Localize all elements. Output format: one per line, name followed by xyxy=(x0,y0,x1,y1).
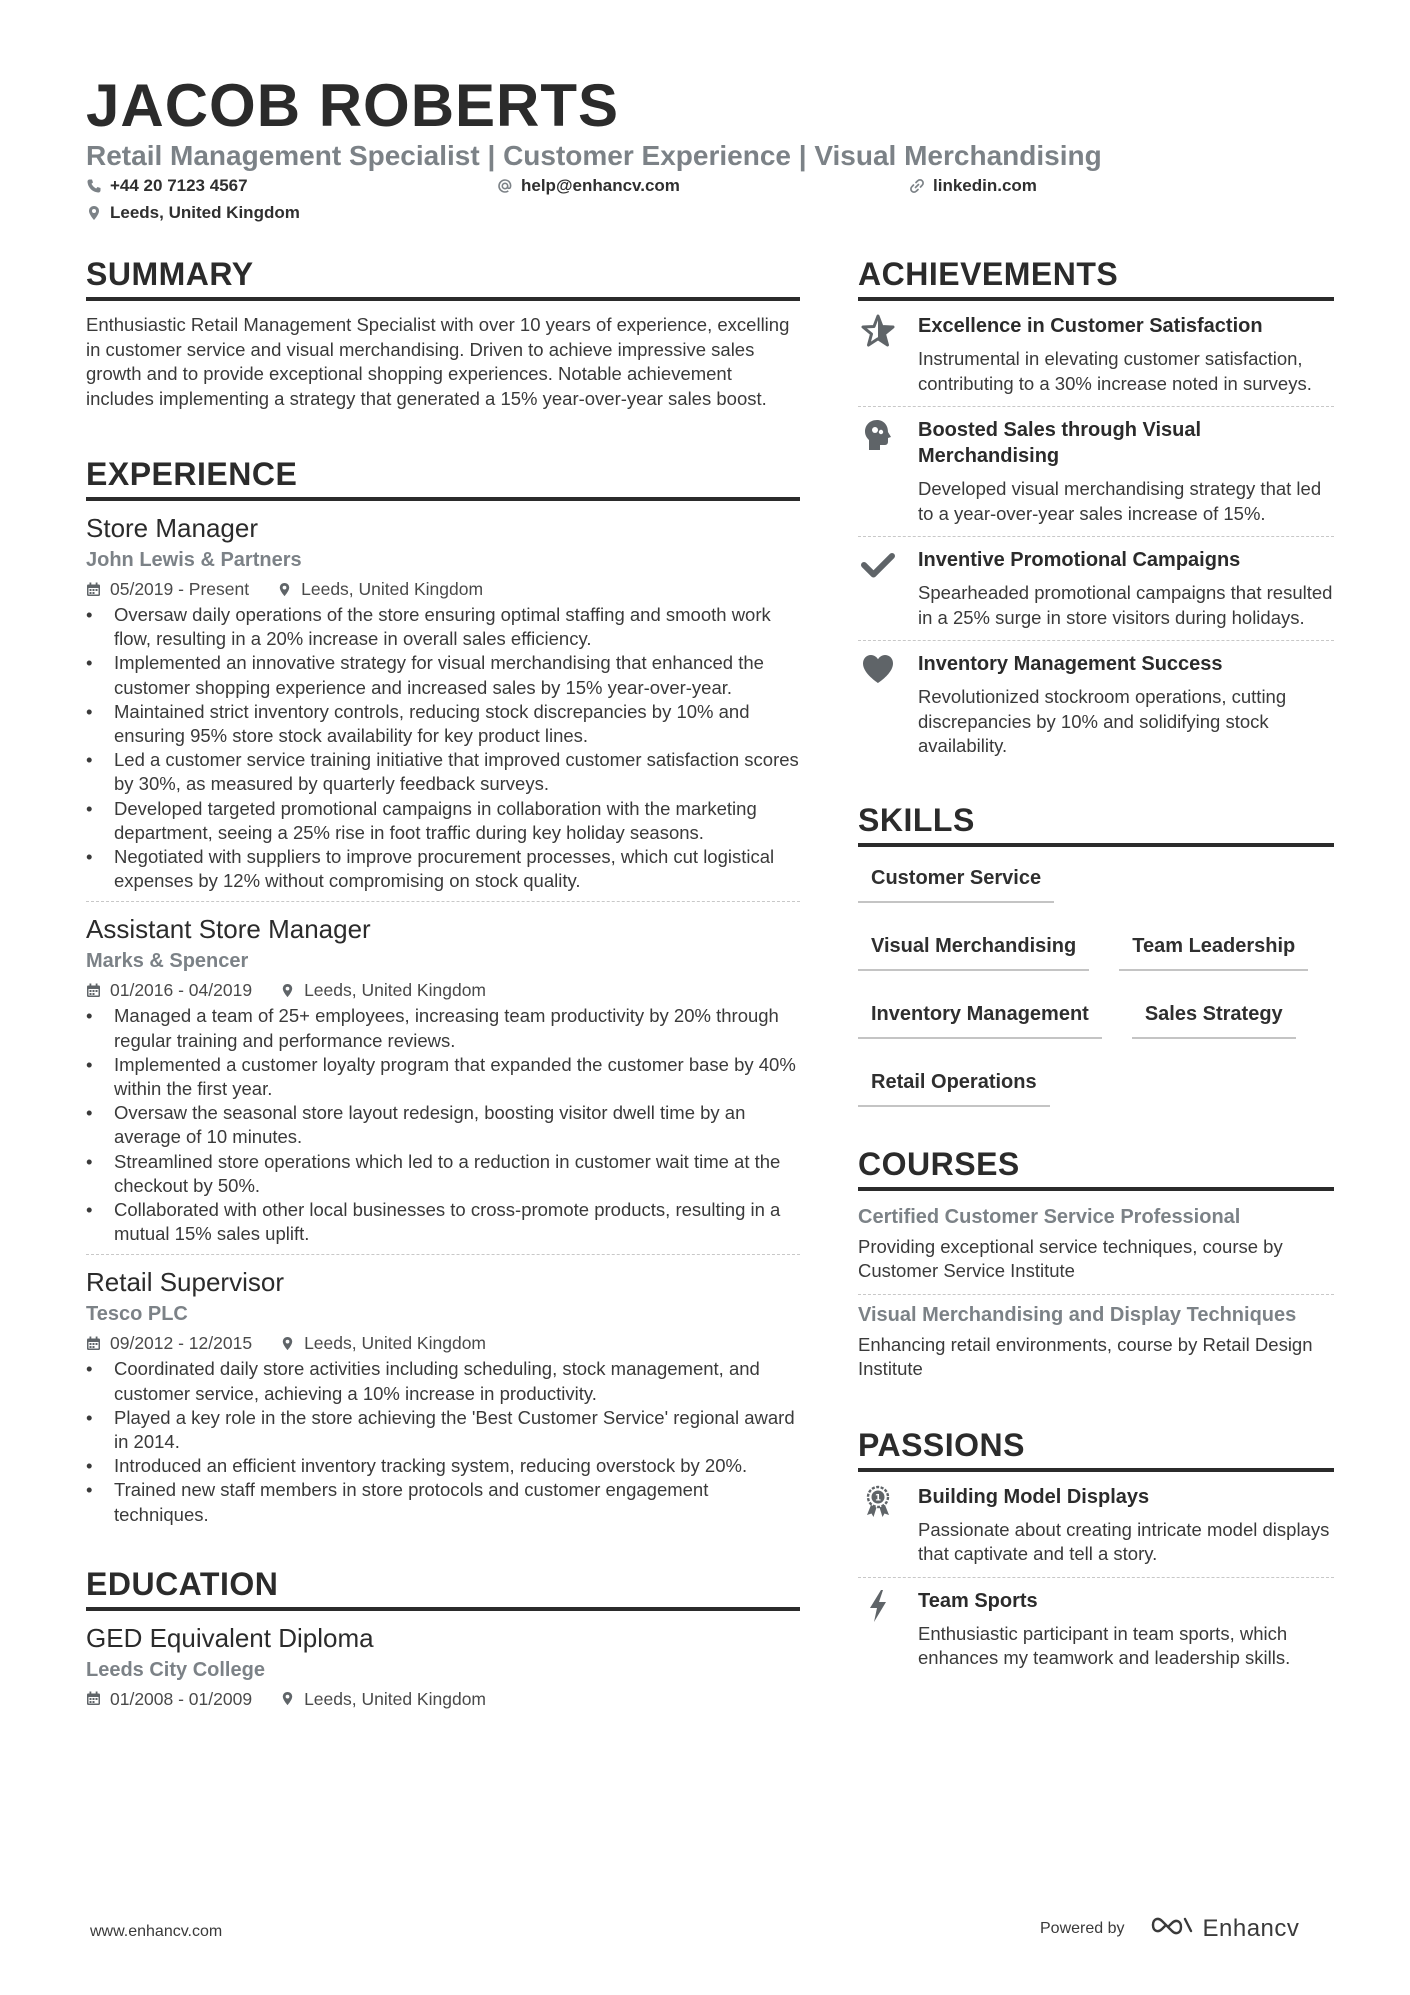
bullet-item: • Negotiated with suppliers to improve procurement processes, which cut logistical expenses by 12% without compromising on stock quality. xyxy=(86,845,800,893)
course-title: Visual Merchandising and Display Techniques xyxy=(858,1303,1297,1326)
bullet-item: • Collaborated with other local businesses to cross-promote products, resulting in a mutual 15% sales uplift. xyxy=(86,1198,800,1246)
education-location: Leeds, United Kingdom xyxy=(304,1688,486,1709)
at-icon xyxy=(497,178,513,194)
contact-email[interactable] xyxy=(497,175,680,197)
achievement-desc: Spearheaded promotional campaigns that resulted in a 25% surge in store visitors during holidays. xyxy=(918,582,1333,628)
achievement-title: Inventory Management Success xyxy=(918,653,1223,675)
skill-tag: Inventory Management xyxy=(858,1001,1102,1039)
job-entry xyxy=(86,511,800,902)
job-dates: 01/2016 - 04/2019 xyxy=(110,980,253,1001)
bullet-item: • Led a customer service training initiative that improved customer satisfaction scores by 30%, as measured by quarterly feedback surveys. xyxy=(86,748,800,796)
job-company: Tesco PLC xyxy=(86,1303,188,1326)
job-meta xyxy=(86,976,800,1004)
phone-icon xyxy=(86,178,102,194)
svg-text:1: 1 xyxy=(874,1493,882,1503)
courses-section xyxy=(858,1145,1334,1392)
contact-location xyxy=(86,202,300,224)
left-column xyxy=(86,255,800,1713)
calendar-icon xyxy=(86,983,101,998)
course-desc: Providing exceptional service techniques, course by Customer Service Institute xyxy=(858,1235,1283,1281)
bullet-item: • Streamlined store operations which led to a reduction in customer wait time at the checkout by 50%. xyxy=(86,1150,800,1198)
achievement-desc: Instrumental in elevating customer satisfaction, contributing to a 30% increase noted in surveys. xyxy=(918,348,1312,394)
experience-heading: EXPERIENCE xyxy=(86,455,800,501)
job-location: Leeds, United Kingdom xyxy=(304,1333,486,1354)
course-title: Certified Customer Service Professional xyxy=(858,1205,1241,1228)
summary-heading: SUMMARY xyxy=(86,255,800,301)
achievement-item xyxy=(858,407,1334,537)
location-pin-icon xyxy=(280,1336,295,1351)
location-pin-icon xyxy=(277,582,292,597)
job-bullets xyxy=(86,603,800,893)
head-icon xyxy=(858,417,918,453)
education-degree: GED Equivalent Diploma xyxy=(86,1622,374,1653)
job-company: John Lewis & Partners xyxy=(86,549,302,571)
course-item xyxy=(858,1295,1334,1392)
brand-logo[interactable] xyxy=(1149,1913,1300,1944)
education-school: Leeds City College xyxy=(86,1658,265,1681)
summary-section xyxy=(86,255,800,411)
passion-title: Building Model Displays xyxy=(918,1485,1150,1508)
bullet-item: • Implemented an innovative strategy for visual merchandising that enhanced the customer shopping experience and increased sales by 15% year-over-year. xyxy=(86,651,800,699)
bullet-item: • Oversaw the seasonal store layout redesign, boosting visitor dwell time by an average of 10 minutes. xyxy=(86,1101,800,1149)
bullet-item: • Developed targeted promotional campaigns in collaboration with the marketing department, seeing a 25% rise in foot traffic during key holiday seasons. xyxy=(86,797,800,845)
job-dates: 09/2012 - 12/2015 xyxy=(110,1333,253,1354)
powered-by-label: Powered by xyxy=(1040,1919,1125,1937)
passion-title: Team Sports xyxy=(918,1589,1038,1612)
calendar-icon xyxy=(86,582,101,597)
email-text[interactable]: help@enhancv.com xyxy=(521,176,680,195)
bullet-item: • Oversaw daily operations of the store ensuring optimal staffing and smooth work flow, resulting in a 20% increase in overall sales efficiency. xyxy=(86,603,800,651)
skill-tag: Customer Service xyxy=(858,865,1054,903)
location-pin-icon xyxy=(86,205,102,221)
achievement-item xyxy=(858,641,1334,769)
job-title: Store Manager xyxy=(86,513,258,543)
courses-heading: COURSES xyxy=(858,1145,1334,1191)
education-section xyxy=(86,1565,800,1713)
skill-tag: Team Leadership xyxy=(1119,933,1308,971)
bullet-item: • Implemented a customer loyalty program that expanded the customer base by 40% within the first year. xyxy=(86,1053,800,1101)
passion-desc: Enthusiastic participant in team sports, which enhances my teamwork and leadership skills. xyxy=(918,1622,1291,1668)
job-bullets xyxy=(86,1004,800,1246)
job-title: Assistant Store Manager xyxy=(86,914,371,945)
calendar-icon xyxy=(86,1691,101,1706)
enhancv-logo-icon xyxy=(1149,1913,1195,1944)
skill-tag: Retail Operations xyxy=(858,1069,1050,1107)
passion-item xyxy=(858,1474,1334,1578)
heart-icon xyxy=(858,651,918,687)
achievement-desc: Revolutionized stockroom operations, cutting discrepancies by 10% and solidifying stock availability. xyxy=(918,686,1287,756)
brand-name: Enhancv xyxy=(1202,1914,1300,1942)
education-heading: EDUCATION xyxy=(86,1565,800,1611)
achievements-section xyxy=(858,255,1334,769)
education-dates: 01/2008 - 01/2009 xyxy=(110,1688,253,1709)
bullet-item: • Maintained strict inventory controls, reducing stock discrepancies by 10% and ensuring 95% store stock availability for key product lines. xyxy=(86,700,800,748)
bullet-item: • Trained new staff members in store protocols and customer engagement techniques. xyxy=(86,1478,800,1526)
course-desc: Enhancing retail environments, course by Retail Design Institute xyxy=(858,1333,1313,1379)
job-title: Retail Supervisor xyxy=(86,1267,284,1298)
education-meta xyxy=(86,1685,800,1713)
check-icon xyxy=(858,547,918,583)
passions-heading: PASSIONS xyxy=(858,1426,1334,1472)
passion-item xyxy=(858,1578,1334,1681)
calendar-icon xyxy=(86,1336,101,1351)
achievement-title: Inventive Promotional Campaigns xyxy=(918,549,1241,571)
achievement-desc: Developed visual merchandising strategy that led to a year-over-year sales increase of 15%. xyxy=(918,478,1322,524)
course-item xyxy=(858,1197,1334,1295)
footer-branding xyxy=(1040,1913,1299,1944)
contact-phone xyxy=(86,175,248,197)
skill-tag: Sales Strategy xyxy=(1132,1001,1296,1039)
linkedin-text[interactable]: linkedin.com xyxy=(933,176,1037,195)
skills-heading: SKILLS xyxy=(858,801,1334,847)
bullet-item: • Coordinated daily store activities including scheduling, stock management, and customer service, achieving a 10% increase in productivity. xyxy=(86,1357,800,1405)
location-pin-icon xyxy=(280,983,295,998)
job-meta xyxy=(86,1329,800,1357)
phone-text: +44 20 7123 4567 xyxy=(110,176,248,195)
job-company: Marks & Spencer xyxy=(86,950,249,973)
experience-section xyxy=(86,455,800,1535)
lightning-icon xyxy=(858,1588,918,1624)
right-column xyxy=(858,255,1334,1681)
passions-section xyxy=(858,1426,1334,1681)
bullet-item: • Played a key role in the store achieving the 'Best Customer Service' regional award in 2014. xyxy=(86,1406,800,1454)
achievements-heading: ACHIEVEMENTS xyxy=(858,255,1334,301)
candidate-subtitle: Retail Management Specialist | Customer Experience | Visual Merchandising xyxy=(86,140,1102,171)
achievement-title: Boosted Sales through Visual Merchandising xyxy=(918,419,1202,467)
footer-website[interactable]: www.enhancv.com xyxy=(90,1923,223,1940)
contact-linkedin[interactable] xyxy=(909,175,1037,197)
skill-tag: Visual Merchandising xyxy=(858,933,1089,971)
candidate-name: JACOB ROBERTS xyxy=(86,72,620,139)
job-meta xyxy=(86,575,800,603)
summary-text: Enthusiastic Retail Management Specialist with over 10 years of experience, excelling in customer service and visual merchandising. Driven to achieve impressive sales growth and to provide exceptional shopping experiences. Notable achievement includes implementing a strategy that generated a 15% year-over-year sales boost. xyxy=(86,314,790,409)
star-icon xyxy=(858,313,918,349)
job-bullets xyxy=(86,1357,800,1526)
bullet-item: • Managed a team of 25+ employees, increasing team productivity by 20% through regular training and performance reviews. xyxy=(86,1004,800,1052)
location-text: Leeds, United Kingdom xyxy=(110,203,300,222)
job-entry xyxy=(86,912,800,1255)
location-pin-icon xyxy=(280,1691,295,1706)
award-icon xyxy=(858,1484,918,1520)
job-dates: 05/2019 - Present xyxy=(110,579,250,599)
job-entry xyxy=(86,1265,800,1534)
achievement-title: Excellence in Customer Satisfaction xyxy=(918,315,1263,337)
achievement-item xyxy=(858,303,1334,407)
skills-section xyxy=(858,801,1334,1107)
achievement-item xyxy=(858,537,1334,641)
link-icon xyxy=(909,178,925,194)
bullet-item: • Introduced an efficient inventory tracking system, reducing overstock by 20%. xyxy=(86,1454,800,1478)
passion-desc: Passionate about creating intricate model displays that captivate and tell a story. xyxy=(918,1518,1330,1564)
job-location: Leeds, United Kingdom xyxy=(304,980,486,1001)
job-location: Leeds, United Kingdom xyxy=(301,579,484,599)
